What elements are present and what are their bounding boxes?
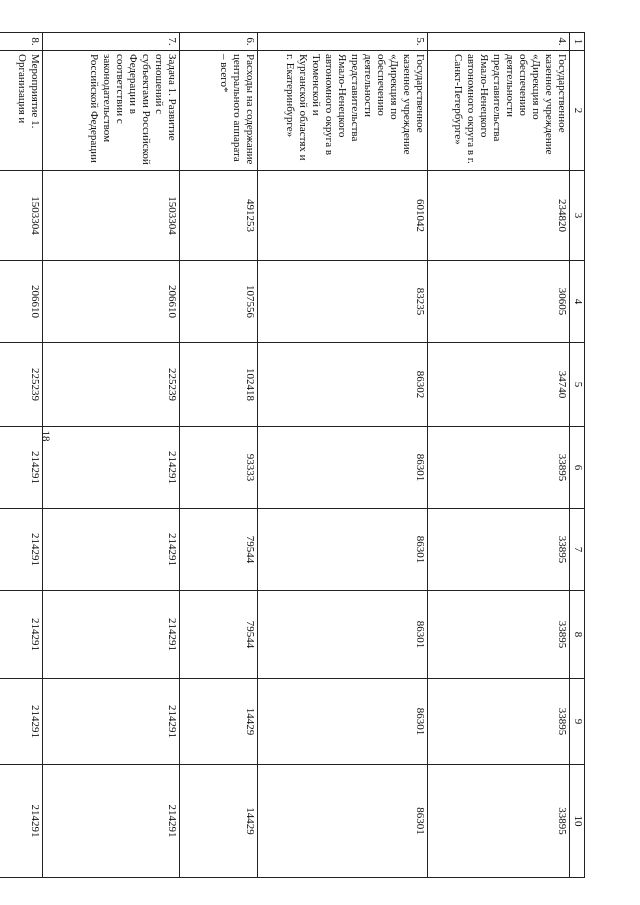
column-header-10: 10 [570,765,585,878]
value-cell: 86301 [258,591,428,679]
column-header-4: 4 [570,261,585,343]
header-row [570,33,585,878]
table-row [428,33,570,878]
value-cell: 14429 [180,679,258,765]
value-cell: 1503304 [0,171,43,261]
column-header-6: 6 [570,427,585,509]
column-header-2: 2 [570,51,585,171]
column-header-9: 9 [570,679,585,765]
value-cell: 214291 [0,679,43,765]
value-cell: 86301 [258,427,428,509]
value-cell: 206610 [0,261,43,343]
value-cell: 93333 [180,427,258,509]
value-cell: 107556 [180,261,258,343]
value-cell: 234820 [428,171,570,261]
value-cell: 214291 [0,591,43,679]
table-row [180,33,258,878]
value-cell: 79544 [180,591,258,679]
value-cell: 33895 [428,765,570,878]
column-header-5: 5 [570,343,585,427]
column-header-3: 3 [570,171,585,261]
value-cell: 214291 [43,427,180,509]
row-number: 5. [258,33,428,51]
value-cell: 214291 [43,765,180,878]
value-cell: 214291 [0,427,43,509]
value-cell: 214291 [43,591,180,679]
value-cell: 83235 [258,261,428,343]
budget-table [0,32,585,878]
value-cell: 33895 [428,509,570,591]
value-cell: 214291 [0,765,43,878]
value-cell: 1503304 [43,171,180,261]
value-cell: 86301 [258,509,428,591]
value-cell: 14429 [180,765,258,878]
value-cell: 33895 [428,679,570,765]
row-number: 8. [0,33,43,51]
row-number: 4. [428,33,570,51]
column-header-1: 1 [570,33,585,51]
value-cell: 214291 [43,679,180,765]
value-cell: 214291 [43,509,180,591]
row-name: Мероприятие 1. Организация и [0,51,43,171]
table-row [0,33,43,878]
value-cell: 206610 [43,261,180,343]
value-cell: 225239 [0,343,43,427]
row-name: Государственное казенное учреждение «Дирекция по обеспечению деятельности представительства Ямало-Ненецкого автономного округа в Тюменской и Курганской областях и г. Екатеринбурге» [258,51,428,171]
value-cell: 214291 [0,509,43,591]
value-cell: 30605 [428,261,570,343]
value-cell: 34740 [428,343,570,427]
table-row [258,33,428,878]
value-cell: 33895 [428,591,570,679]
row-number: 6. [180,33,258,51]
row-name: Расходы на содержание центрального аппарата – всего* [180,51,258,171]
column-header-8: 8 [570,591,585,679]
value-cell: 86301 [258,765,428,878]
value-cell: 601042 [258,171,428,261]
table-row [43,33,180,878]
value-cell: 79544 [180,509,258,591]
value-cell: 225239 [43,343,180,427]
row-name: Задача 1. Развитие отношений с субъектами Российской Федерации в соответствии с законодательством Российской Федерации [43,51,180,171]
table-body [0,33,570,878]
page-number: 18 [39,430,52,442]
row-name: Государственное казенное учреждение «Дирекция по обеспечению деятельности представительства Ямало-Ненецкого автономного округа в г. Санкт-Петербурге» [428,51,570,171]
column-header-7: 7 [570,509,585,591]
value-cell: 491253 [180,171,258,261]
value-cell: 86301 [258,679,428,765]
value-cell: 33895 [428,427,570,509]
value-cell: 86302 [258,343,428,427]
row-number: 7. [43,33,180,51]
value-cell: 102418 [180,343,258,427]
rotated-table-container [16,32,585,877]
